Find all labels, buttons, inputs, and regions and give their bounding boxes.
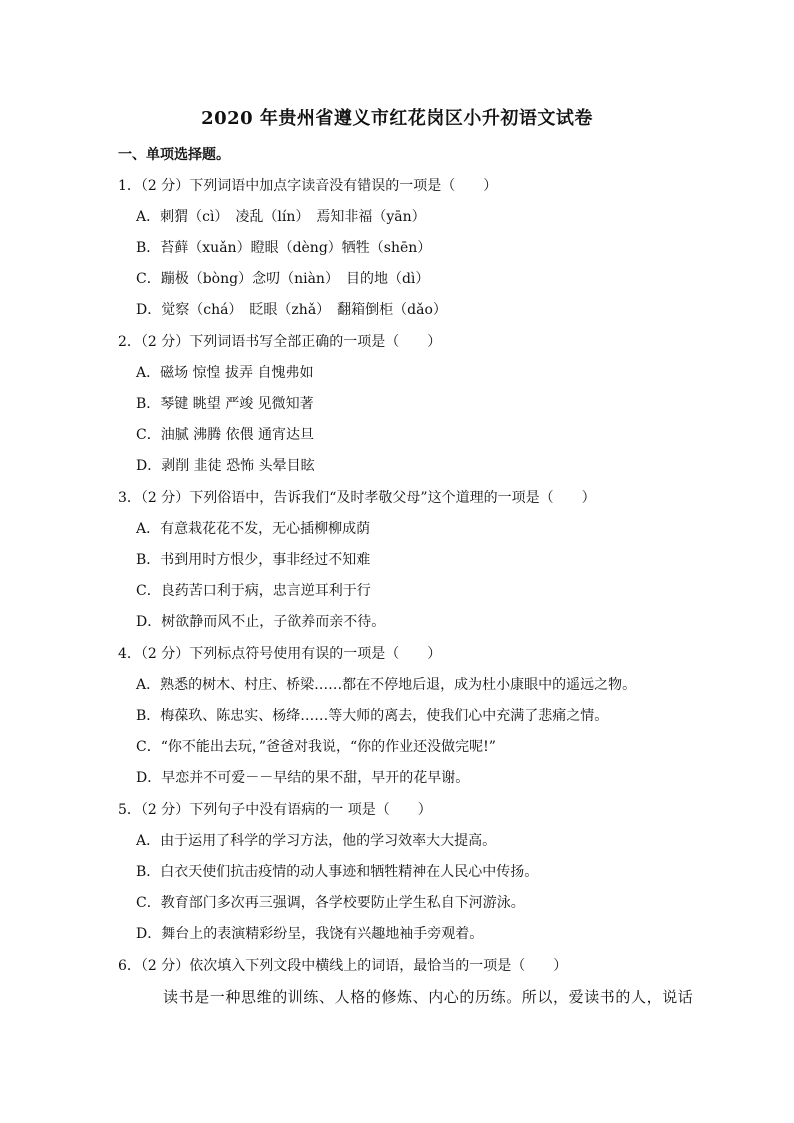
question-1-stem: 1．（2 分）下列词语中加点字读音没有错误的一项是（ ） [118,178,498,194]
question-2-option-d: D．剥削 韭徒 恐怖 头晕目眩 [136,458,315,474]
question-2-option-a: A．磁场 惊惶 拔弄 自愧弗如 [136,365,314,381]
question-5-option-d: D．舞台上的表演精彩纷呈，我饶有兴趣地袖手旁观着。 [136,926,484,942]
question-2-option-b: B．琴键 眺望 严竣 见微知著 [136,396,314,412]
question-5-option-c: C．教育部门多次再三强调，各学校要防止学生私自下河游泳。 [136,895,525,911]
question-3-option-c: C．良药苦口利于病，忠言逆耳利于行 [136,583,371,599]
question-1-option-d: D．觉察（chá） 眨眼（zhǎ） 翻箱倒柜（dǎo） [136,302,447,318]
question-4-option-c: C．“你不能出去玩，”爸爸对我说，“你的作业还没做完呢!” [136,739,496,755]
question-3-option-a: A．有意栽花花不发，无心插柳柳成荫 [136,521,371,537]
question-4-option-b: B．梅葆玖、陈忠实、杨绛……等大师的离去，使我们心中充满了悲痛之情。 [136,708,609,724]
question-2-option-c: C．油腻 沸腾 依偎 通宵达旦 [136,427,315,443]
question-5-option-b: B．白衣天使们抗击疫情的动人事迹和牺牲精神在人民心中传扬。 [136,864,539,880]
section-heading: 一、单项选择题。 [118,147,230,163]
question-1-option-b: B．苔藓（xuǎn）瞪眼（dèng）牺牲（shēn） [136,240,432,256]
question-1-option-a: A．刺猬（cì） 凌乱（lín） 焉知非福（yān） [136,209,426,225]
question-3-stem: 3．（2 分）下列俗语中，告诉我们“及时孝敬父母”这个道理的一项是（ ） [118,490,596,506]
question-1-option-c: C．蹦极（bòng）念叨（niàn） 目的地（dì） [136,271,430,287]
question-6-passage: 读书是一种思维的训练、人格的修炼、内心的历练。所以，爱读书的人，说话 [163,988,694,1006]
question-5-option-a: A．由于运用了科学的学习方法，他的学习效率大大提高。 [136,833,497,849]
question-3-option-d: D．树欲静而风不止，子欲养而亲不待。 [136,614,386,630]
page-title: 2020 年贵州省遵义市红花岗区小升初语文试卷 [201,108,593,129]
question-4-option-a: A．熟悉的树木、村庄、桥梁……都在不停地后退，成为杜小康眼中的遥远之物。 [136,677,637,693]
question-6-stem: 6．（2 分）依次填入下列文段中横线上的词语，最恰当的一项是（ ） [118,958,568,974]
question-5-stem: 5．（2 分）下列句子中没有语病的一 项是（ ） [118,802,432,818]
question-4-option-d: D．早恋并不可爱－－早结的果不甜，早开的花早谢。 [136,770,470,786]
question-2-stem: 2．（2 分）下列词语书写全部正确的一项是（ ） [118,334,442,350]
question-4-stem: 4．（2 分）下列标点符号使用有误的一项是（ ） [118,646,442,662]
question-3-option-b: B．书到用时方恨少，事非经过不知难 [136,552,371,568]
